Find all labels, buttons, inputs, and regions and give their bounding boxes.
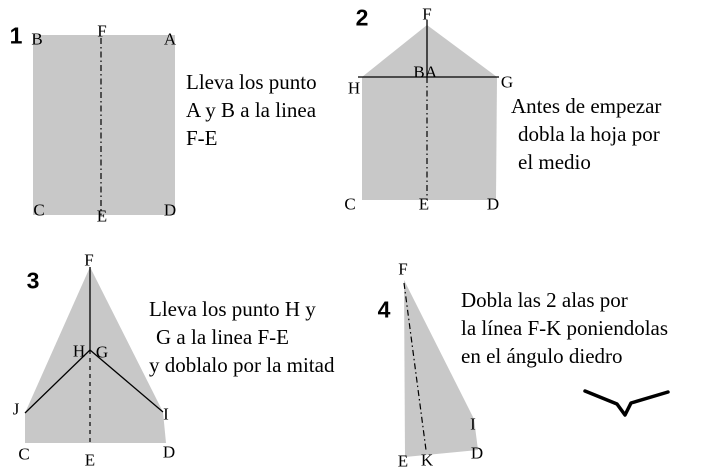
step4-caption-line: Dobla las 2 alas por (461, 288, 628, 312)
step-1-number: 1 (9, 22, 23, 49)
step2-caption-line: dobla la hoja por (518, 122, 660, 146)
step4-point-label-e: E (397, 451, 409, 471)
step2-point-label-f: F (422, 4, 432, 24)
step3-point-label-d: D (162, 442, 176, 462)
step3-caption-line: G a la linea F-E (156, 325, 289, 349)
step-4-number: 4 (377, 296, 391, 323)
step3-point-label-j: J (12, 399, 20, 419)
step1-point-label-c: C (33, 200, 45, 220)
step4-point-label-d: D (470, 443, 484, 463)
step1-paper-rectangle (33, 35, 175, 215)
step-2-number: 2 (355, 4, 369, 31)
step2-point-label-a: A (424, 62, 438, 82)
step2-point-label-e: E (418, 194, 430, 214)
step3-point-label-e: E (84, 450, 96, 470)
step4-point-label-i: I (470, 414, 476, 434)
step2-caption-line: Antes de empezar (511, 94, 662, 118)
step2-caption (511, 92, 661, 176)
step2-caption-line: el medio (518, 150, 591, 174)
dihedral-angle-v-icon (585, 391, 668, 415)
step2-point-label-b: B (413, 62, 425, 82)
step-3-number: 3 (26, 267, 40, 294)
step3-point-label-f: F (84, 250, 94, 270)
step2-point-label-h: H (347, 78, 361, 98)
step4-caption-line: en el ángulo diedro (461, 344, 623, 368)
step1-point-label-e: E (96, 206, 108, 226)
step4-caption-line: la línea F-K poniendolas (461, 316, 669, 340)
step1-caption (186, 68, 317, 152)
step1-caption-line: F-E (186, 126, 218, 150)
step4-point-label-f: F (398, 259, 408, 279)
step2-point-label-c: C (344, 194, 356, 214)
step1-point-label-d: D (163, 200, 177, 220)
step2-point-label-d: D (486, 194, 500, 214)
step4-point-label-k: K (420, 450, 434, 470)
step2-paper-pentagon (362, 25, 497, 200)
step1-point-label-a: A (163, 29, 177, 49)
step3-point-label-h: H (72, 341, 86, 361)
step3-caption-line: y doblalo por la mitad (149, 353, 335, 377)
step2-point-label-g: G (500, 72, 514, 92)
step3-point-label-c: C (18, 444, 30, 464)
step3-caption (149, 295, 334, 379)
step4-caption (461, 286, 668, 370)
step1-caption-line: A y B a la linea (186, 98, 317, 122)
step1-caption-line: Lleva los punto (186, 70, 317, 94)
step1-point-label-b: B (31, 29, 43, 49)
step3-point-label-i: I (163, 404, 169, 424)
step1-point-label-f: F (97, 21, 107, 41)
step3-caption-line: Lleva los punto H y (149, 297, 316, 321)
step3-point-label-g: G (95, 342, 109, 362)
